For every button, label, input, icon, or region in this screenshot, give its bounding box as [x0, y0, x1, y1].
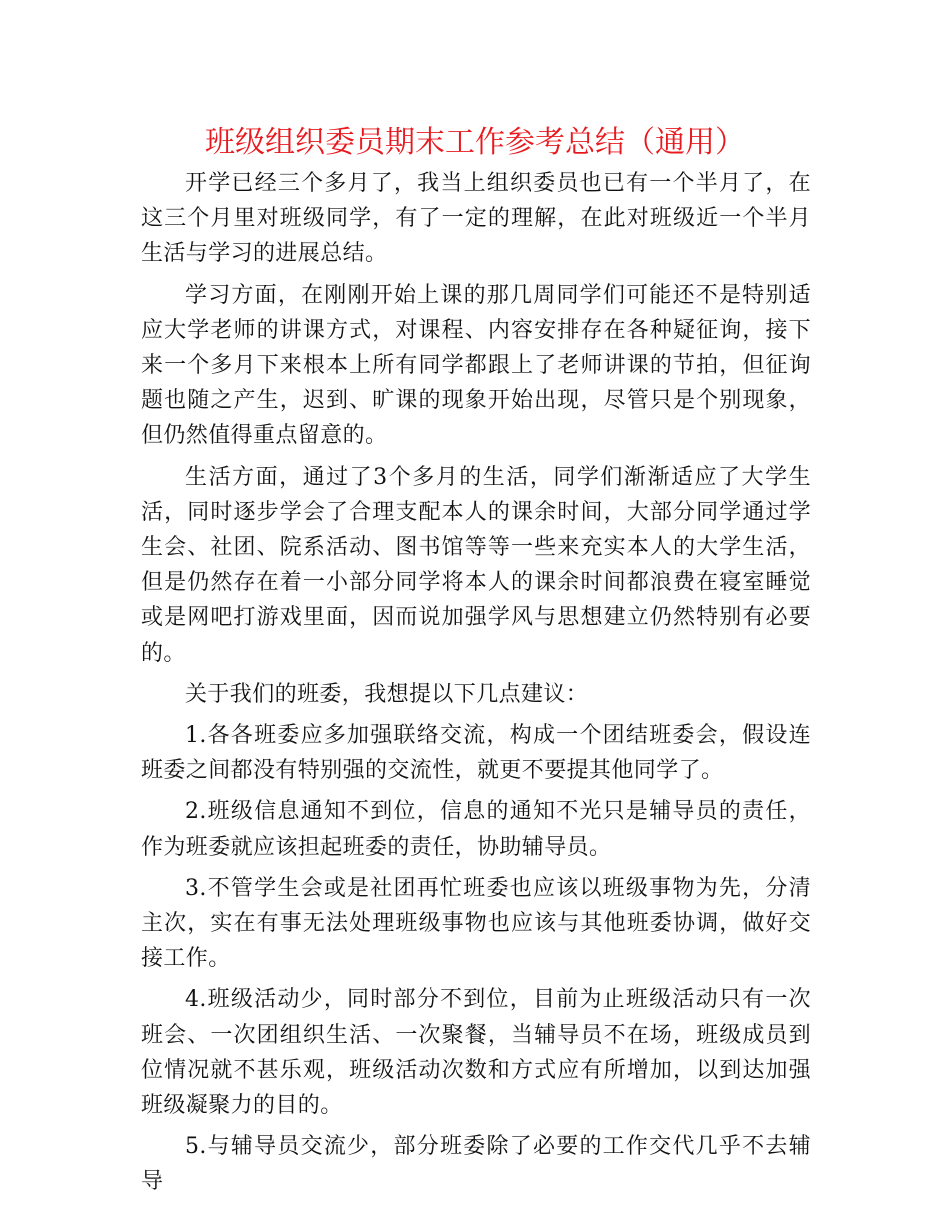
paragraph-suggestion-2: 2.班级信息通知不到位，信息的通知不光只是辅导员的责任，作为班委就应该担起班委的责任，协助辅导员。: [141, 799, 811, 860]
paragraph-study: 学习方面，在刚刚开始上课的那几周同学们可能还不是特别适应大学老师的讲课方式，对课程、内容安排存在各种疑征询，接下来一个多月下来根本上所有同学都跟上了老师讲课的节拍，但征询题也随之产生，迟到、旷课的现象开始出现，尽管只是个别现象，但仍然值得重点留意的。: [141, 282, 811, 449]
paragraph-life: 生活方面，通过了3个多月的生活，同学们渐渐适应了大学生活，同时逐步学会了合理支配本人的课余时间，大部分同学通过学生会、社团、院系活动、图书馆等等一些来充实本人的大学生活，但是仍然存在着一小部分同学将本人的课余时间都浪费在寝室睡觉或是网吧打游戏里面，因而说加强学风与思想建立仍然特别有必要的。: [141, 464, 811, 666]
paragraph-suggestions-intro: 关于我们的班委，我想提以下几点建议：: [185, 681, 589, 707]
document-body: [141, 166, 811, 1206]
paragraph-suggestion-5: 5.与辅导员交流少，部分班委除了必要的工作交代几乎不去辅导: [141, 1134, 811, 1195]
paragraph-suggestion-1: 1.各各班委应多加强联络交流，构成一个团结班委会，假设连班委之间都没有特别强的交流性，就更不要提其他同学了。: [141, 723, 811, 784]
paragraph-intro: 开学已经三个多月了，我当上组织委员也已有一个半月了，在这三个月里对班级同学，有了一定的理解，在此对班级近一个半月生活与学习的进展总结。: [141, 171, 811, 267]
document-title: 班级组织委员期末工作参考总结（通用）: [205, 125, 745, 160]
paragraph-suggestion-4: 4.班级活动少，同时部分不到位，目前为止班级活动只有一次班会、一次团组织生活、一次聚餐，当辅导员不在场，班级成员到位情况就不甚乐观，班级活动次数和方式应有所增加，以到达加强班级凝聚力的目的。: [141, 987, 811, 1119]
paragraph-suggestion-3: 3.不管学生会或是社团再忙班委也应该以班级事物为先，分清主次，实在有事无法处理班级事物也应该与其他班委协调，做好交接工作。: [141, 875, 811, 972]
